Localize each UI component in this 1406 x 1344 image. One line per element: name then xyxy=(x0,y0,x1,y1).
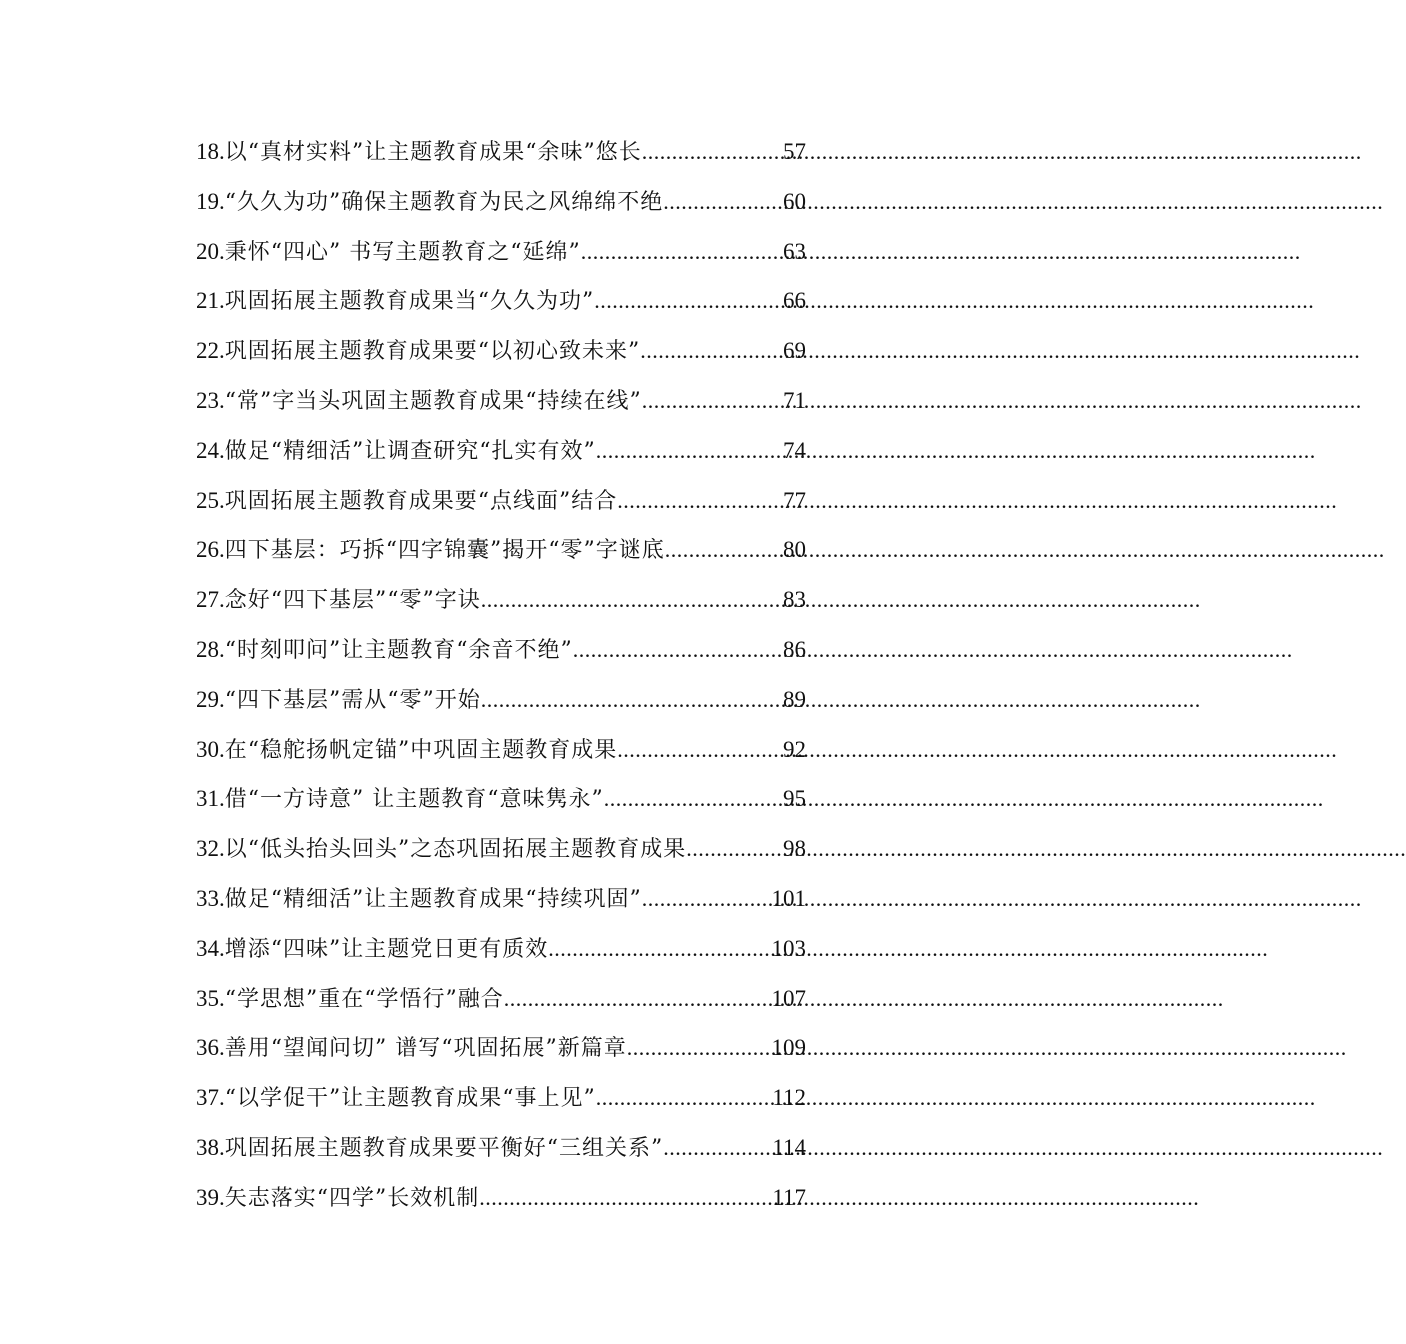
toc-entry[interactable] xyxy=(196,376,806,426)
toc-dot-leader xyxy=(627,1023,772,1073)
toc-dot-leader xyxy=(663,1123,772,1173)
toc-dot-leader xyxy=(481,675,783,725)
toc-entry-number: 21. xyxy=(196,288,225,314)
toc-entry[interactable] xyxy=(196,127,806,177)
toc-entry-page-number: 101 xyxy=(771,885,806,911)
toc-entry-title: 做足“精细活”让调查研究“扎实有效” xyxy=(224,438,596,464)
toc-entry-page-number: 89 xyxy=(783,686,806,712)
toc-dot-leader xyxy=(481,575,783,625)
toc-dot-leader xyxy=(479,1173,772,1223)
toc-dot-leader xyxy=(596,426,783,476)
toc-entry[interactable] xyxy=(196,774,806,824)
toc-entry[interactable] xyxy=(196,177,806,227)
toc-entry-page-number: 98 xyxy=(783,836,806,862)
toc-entry[interactable] xyxy=(196,476,806,526)
toc-entry-page-number: 80 xyxy=(783,537,806,563)
toc-dot-leader xyxy=(573,625,783,675)
toc-dot-leader xyxy=(640,326,783,376)
toc-entry-title: 增添“四味”让主题党日更有质效 xyxy=(224,936,549,962)
toc-entry-page-number: 112 xyxy=(772,1085,806,1111)
toc-dot-leader xyxy=(642,127,783,177)
toc-dot-leader xyxy=(604,774,783,824)
toc-entry-number: 24. xyxy=(196,437,225,463)
toc-dot-leader xyxy=(581,227,783,277)
toc-entry-number: 38. xyxy=(196,1134,225,1160)
toc-entry-page-number: 83 xyxy=(783,587,806,613)
toc-entry-number: 34. xyxy=(196,935,225,961)
toc-entry[interactable] xyxy=(196,326,806,376)
toc-entry-title: 矢志落实“四学”长效机制 xyxy=(224,1185,480,1211)
toc-entry[interactable] xyxy=(196,675,806,725)
toc-entry-title: 在“稳舵扬帆定锚”中巩固主题教育成果 xyxy=(224,737,618,763)
toc-entry-title: “四下基层”需从“零”开始 xyxy=(224,687,481,713)
toc-dot-leader xyxy=(617,725,783,775)
toc-entry-page-number: 63 xyxy=(783,238,806,264)
toc-entry-title: 以“低头抬头回头”之态巩固拓展主题教育成果 xyxy=(224,837,687,863)
toc-entry-title: 巩固拓展主题教育成果要平衡好“三组关系” xyxy=(224,1135,664,1161)
toc-entry-number: 22. xyxy=(196,338,225,364)
toc-entry-number: 30. xyxy=(196,736,225,762)
toc-entry-page-number: 92 xyxy=(783,736,806,762)
toc-dot-leader xyxy=(504,974,772,1024)
toc-dot-leader xyxy=(548,924,771,974)
toc-entry-title: 巩固拓展主题教育成果当“久久为功” xyxy=(224,289,595,315)
toc-entry-title: 以“真材实料”让主题教育成果“余味”悠长 xyxy=(224,140,642,165)
toc-entry-number: 29. xyxy=(196,686,225,712)
toc-entry-page-number: 114 xyxy=(772,1134,806,1160)
toc-entry-title: 借“一方诗意” 让主题教育“意味隽永” xyxy=(224,787,604,813)
toc-entry-number: 25. xyxy=(196,487,225,513)
toc-dot-leader xyxy=(663,177,783,227)
toc-entry[interactable] xyxy=(196,625,806,675)
toc-entry-title: “以学促干”让主题教育成果“事上见” xyxy=(224,1086,596,1112)
toc-entry[interactable] xyxy=(196,725,806,775)
toc-entry-page-number: 66 xyxy=(783,288,806,314)
toc-entry-number: 20. xyxy=(196,238,225,264)
toc-entry[interactable] xyxy=(196,575,806,625)
toc-entry-number: 33. xyxy=(196,885,225,911)
toc-dot-leader xyxy=(642,874,772,924)
toc-entry-title: 四下基层：巧拆“四字锦囊”揭开“零”字谜底 xyxy=(224,538,665,564)
toc-entry-number: 37. xyxy=(196,1085,225,1111)
toc-entry[interactable] xyxy=(196,824,806,874)
toc-entry[interactable] xyxy=(196,1173,806,1223)
toc-entry-number: 23. xyxy=(196,387,225,413)
toc-entry[interactable] xyxy=(196,1023,806,1073)
toc-dot-leader xyxy=(665,525,783,575)
toc-entry-page-number: 74 xyxy=(783,437,806,463)
toc-entry-title: 秉怀“四心” 书写主题教育之“延绵” xyxy=(224,239,581,265)
toc-entry-number: 27. xyxy=(196,587,225,613)
toc-entry[interactable] xyxy=(196,924,806,974)
toc-entry-number: 39. xyxy=(196,1184,225,1210)
toc-entry[interactable] xyxy=(196,1123,806,1173)
toc-entry[interactable] xyxy=(196,276,806,326)
toc-entry-page-number: 117 xyxy=(772,1184,806,1210)
toc-entry-title: “学思想”重在“学悟行”融合 xyxy=(224,986,504,1012)
toc-dot-leader xyxy=(617,476,783,526)
toc-entry-page-number: 103 xyxy=(771,935,806,961)
toc-dot-leader xyxy=(686,824,783,874)
toc-entry[interactable] xyxy=(196,1073,806,1123)
toc-entry-number: 18. xyxy=(196,139,225,164)
toc-entry-number: 36. xyxy=(196,1035,225,1061)
toc-entry-number: 26. xyxy=(196,537,225,563)
toc-entry-title: 念好“四下基层”“零”字诀 xyxy=(224,588,481,614)
toc-entry-number: 35. xyxy=(196,985,225,1011)
toc-entry-title: 做足“精细活”让主题教育成果“持续巩固” xyxy=(224,886,642,912)
toc-dot-leader xyxy=(596,1073,773,1123)
toc-entry-number: 28. xyxy=(196,636,225,662)
toc-entry-page-number: 109 xyxy=(771,1035,806,1061)
toc-dot-leader xyxy=(642,376,783,426)
toc-entry[interactable] xyxy=(196,426,806,476)
toc-entry-page-number: 77 xyxy=(783,487,806,513)
toc-entry-title: “久久为功”确保主题教育为民之风绵绵不绝 xyxy=(224,189,664,215)
toc-entry-number: 31. xyxy=(196,786,225,812)
toc-entry[interactable] xyxy=(196,227,806,277)
toc-entry-title: “常”字当头巩固主题教育成果“持续在线” xyxy=(224,388,642,414)
toc-entry-number: 32. xyxy=(196,836,225,862)
toc-entry-title: 善用“望闻问切” 谱写“巩固拓展”新篇章 xyxy=(224,1036,627,1062)
toc-entry-page-number: 95 xyxy=(783,786,806,812)
toc-entry-title: 巩固拓展主题教育成果要“点线面”结合 xyxy=(224,488,618,514)
table-of-contents xyxy=(196,127,806,1223)
toc-entry-page-number: 71 xyxy=(783,387,806,413)
toc-entry-page-number: 107 xyxy=(771,985,806,1011)
toc-entry-title: 巩固拓展主题教育成果要“以初心致未来” xyxy=(224,339,641,365)
toc-entry-page-number: 60 xyxy=(783,188,806,214)
toc-entry-page-number: 86 xyxy=(783,636,806,662)
toc-entry[interactable] xyxy=(196,525,806,575)
toc-entry-title: “时刻叩问”让主题教育“余音不绝” xyxy=(224,637,573,663)
toc-entry-number: 19. xyxy=(196,188,225,214)
toc-entry-page-number: 57 xyxy=(783,139,806,164)
toc-entry[interactable] xyxy=(196,974,806,1024)
toc-entry-page-number: 69 xyxy=(783,338,806,364)
toc-entry[interactable] xyxy=(196,874,806,924)
toc-dot-leader xyxy=(594,276,783,326)
